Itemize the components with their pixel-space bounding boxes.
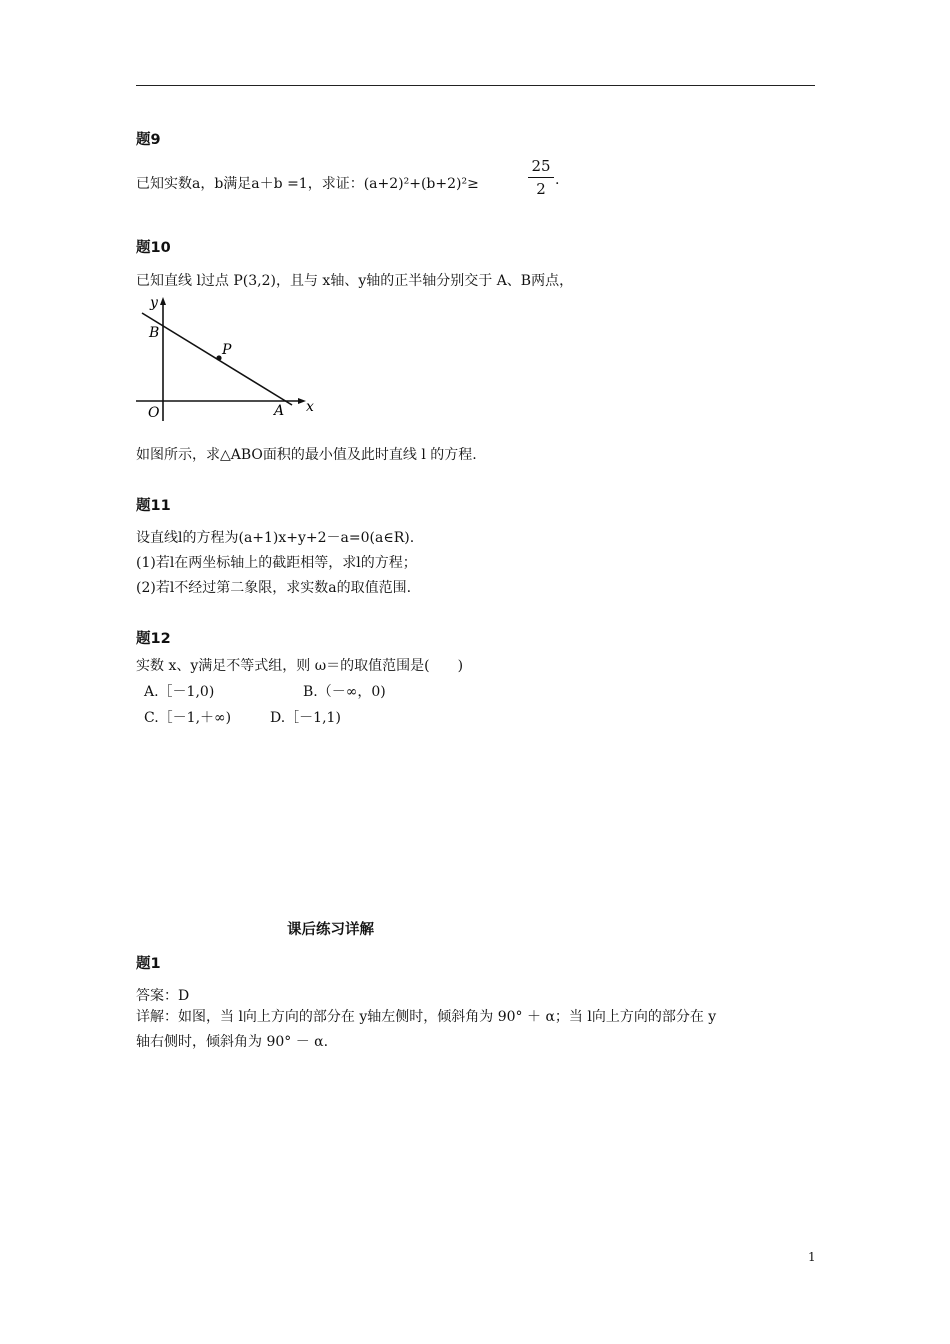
q12-title: 题12 [136, 631, 171, 647]
q10-line1: 已知直线 l过点 P(3,2)，且与 x轴、y轴的正半轴分别交于 A、B两点， [136, 273, 574, 289]
label-p: P [222, 342, 232, 358]
answer-q1-answer: 答案：D [136, 988, 190, 1004]
label-o: O [148, 405, 160, 421]
header-rule [136, 85, 815, 86]
page-number: 1 [808, 1250, 816, 1264]
label-a: A [274, 403, 285, 419]
q9-fraction-bar [528, 177, 554, 178]
q10-title: 题10 [136, 240, 171, 256]
q11-line1: 设直线l的方程为(a+1)x+y+2－a=0(a∈R). [136, 530, 415, 546]
label-x: x [306, 399, 314, 415]
label-y: y [150, 295, 158, 311]
q12-option-b: B.（－∞，0) [303, 684, 386, 700]
answer-q1-detail-line2: 轴右侧时，倾斜角为 90° － α. [136, 1034, 329, 1050]
q12-option-c: C.［－1,＋∞) [144, 710, 232, 726]
q9-title: 题9 [136, 132, 161, 148]
q9-text: 已知实数a，b满足a＋b =1，求证：(a+2)²+(b+2)²≥ [136, 176, 479, 192]
q12-option-a: A.［－1,0) [144, 684, 215, 700]
q9-fraction-numerator: 25 [531, 157, 551, 175]
q9-fraction-denominator: 2 [536, 180, 546, 198]
q11-title: 题11 [136, 498, 171, 514]
point-p [216, 355, 221, 360]
q9-fraction [528, 156, 554, 199]
q11-line2: (1)若l在两坐标轴上的截距相等，求l的方程； [136, 555, 417, 571]
q12-line1: 实数 x、y满足不等式组，则 ω＝的取值范围是( ) [136, 658, 464, 674]
q10-figure [134, 293, 320, 433]
q12-option-d: D.［－1,1) [270, 710, 341, 726]
answer-q1-title: 题1 [136, 956, 161, 972]
q9-end: . [555, 172, 560, 188]
answers-heading: 课后练习详解 [287, 922, 374, 938]
answer-q1-detail-line1: 详解：如图，当 l向上方向的部分在 y轴左侧时，倾斜角为 90° ＋ α；当 l向上方向的部分在 y [136, 1009, 717, 1025]
q11-line3: (2)若l不经过第二象限，求实数a的取值范围. [136, 580, 412, 596]
q10-line2: 如图所示，求△ABO面积的最小值及此时直线 l 的方程. [136, 447, 477, 463]
label-b: B [149, 325, 160, 341]
